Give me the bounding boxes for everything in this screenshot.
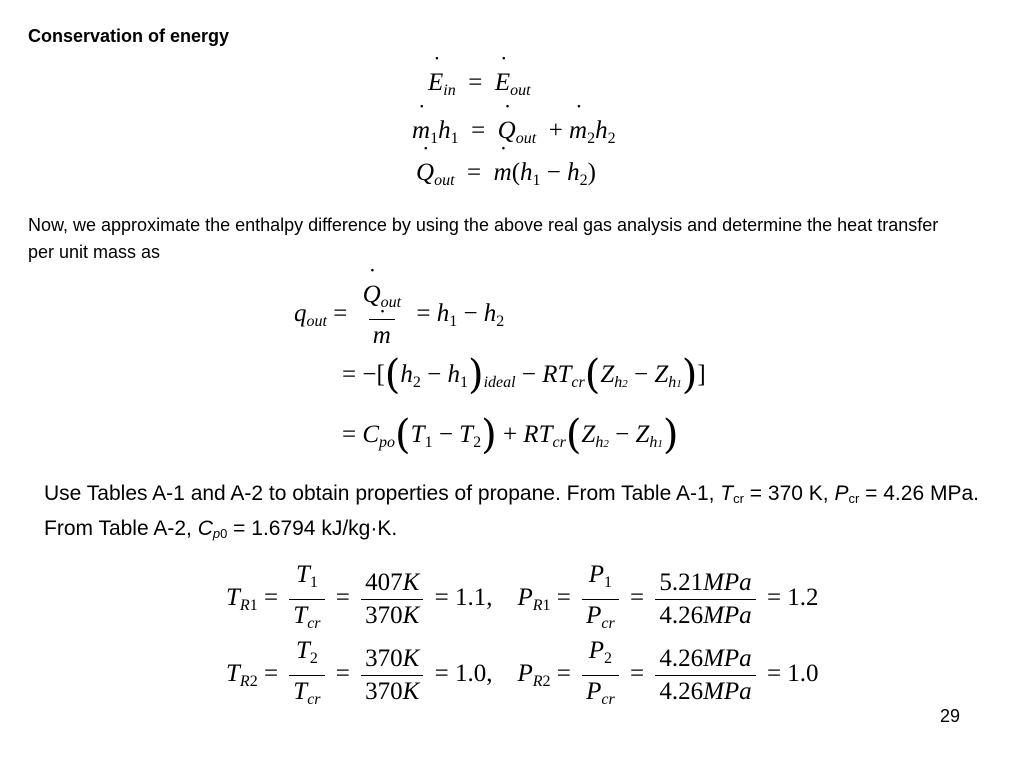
mass-energy-equation: ˙ $m_1h_1$ = ˙ $Q_{out}$ + ˙ $m_2h_2$ <box>412 116 616 154</box>
p2-value: 4.26 <box>659 645 704 672</box>
reduced-state2-equation: $T_{R2}$ = $\frac{T_2}{T_{cr}}$ = $\frac{370K}{370K}$ = 1.0, $P_{R2}$ = $\frac{P_2}{P_{cr}}$ = $\frac{\text{4.26MPa}}{\text{4.26MPa}}$ = 1.0 <box>226 636 819 715</box>
pr1-value: 1.2 <box>787 584 819 612</box>
cp0-text: = 1.6794 kJ/kg·K. <box>227 517 398 540</box>
tr1-value: 1.1 <box>454 584 487 612</box>
heat-per-mass-equation: $q_{out}$ = ˙ $Q_{out}$ ˙ m = $h_1 - h_2$ <box>294 280 504 351</box>
page-number: 29 <box>940 706 961 726</box>
p1-value: 5.21 <box>659 569 704 596</box>
tcr-text: = 370 K, <box>743 482 835 505</box>
pr2-value: 1.0 <box>787 660 819 688</box>
pcr-text: = 4.26 MPa. From Table A-2, <box>44 482 979 540</box>
specific-heat-equation: = $C_{po}(T_1 - T_2) + RT_{cr}(Z_{h2} - Z_{h1})$ <box>342 412 679 458</box>
t1-value: 407 <box>365 569 403 596</box>
pcr-value-2: 4.26 <box>659 678 704 705</box>
enthalpy-paragraph: Now, we approximate the enthalpy difference by using the above real gas analysis and determine the heat transfer per unit mass as <box>28 215 939 262</box>
energy-balance-equation: ˙ $E_{in}$ = ˙ $E_{out}$ <box>428 68 531 106</box>
tcr-value-2: 370 <box>365 678 403 705</box>
properties-text-1: Use Tables A-1 and A-2 to obtain properties of propane. From Table A-1, <box>44 482 721 505</box>
enthalpy-departure-equation: = $-[(h_2 - h_1)_{ideal} - RT_{cr}(Z_{h2} - Z_{h1})]$ <box>342 352 706 398</box>
propane-properties-paragraph: Use Tables A-1 and A-2 to obtain properties of propane. From Table A-1, $T_{cr} = 370$ K, $P_{cr} = 4.26$ MPa. From Table A-2, $C_{p0} = 1.6794$ kJ/kg·K. <box>44 482 979 541</box>
section-heading: Conservation of energy <box>28 26 230 46</box>
reduced-state1-equation: $T_{R1}$ = $\frac{T_1}{T_{cr}}$ = $\frac{407K}{370K}$ = 1.1, $P_{R1}$ = $\frac{P_1}{P_{cr}}$ = $\frac{\text{5.21MPa}}{\text{4.26MPa}}$ = 1.2 <box>226 560 819 639</box>
pcr-value: 4.26 <box>659 602 704 629</box>
t2-value: 370 <box>365 645 403 672</box>
tcr-value: 370 <box>365 602 403 629</box>
heat-out-equation: ˙ $Q_{out}$ = ˙ $m(h_1 - h_2)$ <box>416 158 596 196</box>
tr2-value: 1.0 <box>454 660 487 688</box>
